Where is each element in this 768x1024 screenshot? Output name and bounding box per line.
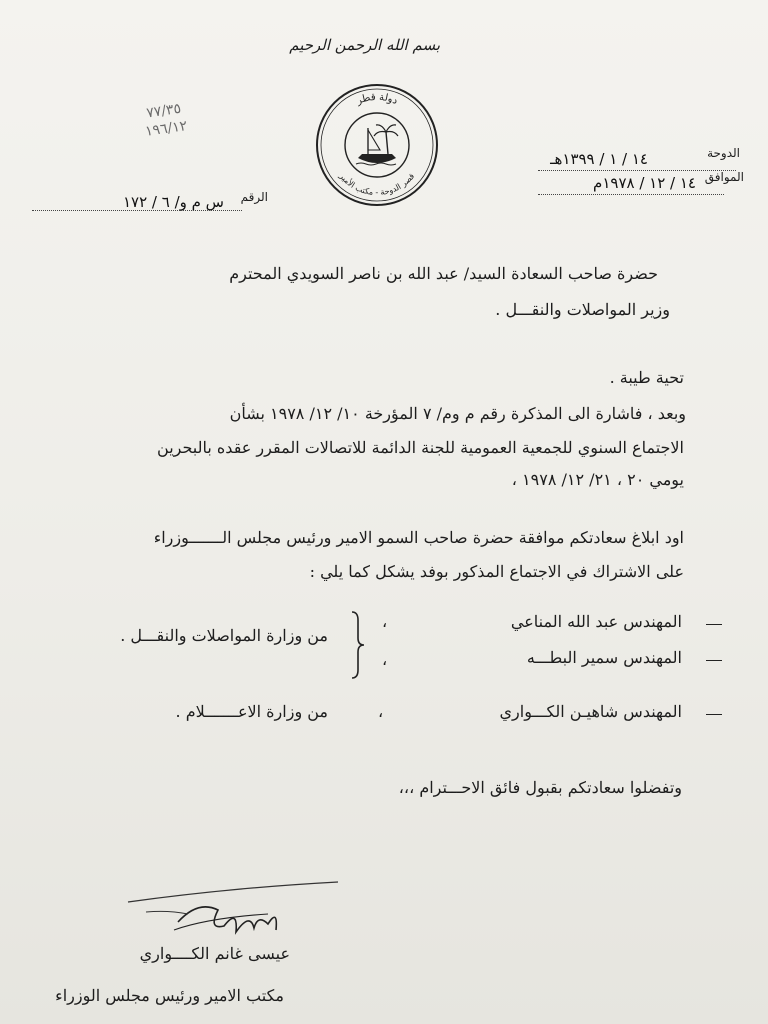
- para2-line-1: اود ابلاغ سعادتكم موافقة حضرة صاحب السمو الامير ورئيس مجلس الـــــــوزراء: [153, 528, 684, 547]
- signatory-name: عيسى غانم الكــــواري: [139, 944, 290, 963]
- delegate-1-name: المهندس عبد الله المناعي: [510, 612, 682, 631]
- para2-line-2: على الاشتراك في الاجتماع المذكور بوفد يشكل كما يلي :: [309, 562, 684, 581]
- delegate-1-sep: ،: [382, 612, 388, 631]
- list-dash: [706, 714, 722, 715]
- para1-line-2: الاجتماع السنوي للجمعية العمومية للجنة الدائمة للاتصالات المقرر عقده بالبحرين: [157, 438, 684, 457]
- delegate-3-name: المهندس شاهيـن الكـــواري: [499, 702, 682, 721]
- brace-mark: [346, 610, 366, 680]
- addressee-line-2: وزير المواصلات والنقـــل .: [495, 300, 670, 319]
- date-place-label: الدوحة: [707, 146, 740, 160]
- date-gregorian-line: [538, 194, 724, 195]
- dhow-palm-emblem-icon: [356, 125, 398, 165]
- para1-line-1: وبعد ، فاشارة الى المذكرة رقم م وم/ ٧ المؤرخة ١٠/ ١٢/ ١٩٧٨ بشأن: [229, 404, 686, 423]
- ref-line: [32, 210, 242, 211]
- date-equiv-label: الموافق: [704, 170, 744, 184]
- state-seal: [314, 82, 440, 208]
- pencil-note: [113, 95, 217, 145]
- seal-bottom-text: قصر الدوحة - مكتب الأمير: [337, 171, 417, 198]
- ref-value: س م و/ ٦ / ١٧٢: [122, 193, 224, 211]
- signatory-title: مكتب الامير ورئيس مجلس الوزراء: [55, 986, 284, 1005]
- ministry-2: من وزارة الاعـــــــلام .: [175, 702, 328, 721]
- addressee-line-1: حضرة صاحب السعادة السيد/ عبد الله بن ناصر السويدي المحترم: [229, 264, 658, 283]
- greeting: تحية طيبة .: [609, 368, 684, 387]
- ministry-1: من وزارة المواصلات والنقـــل .: [120, 626, 328, 645]
- list-dash: [706, 660, 722, 661]
- date-hijri: ١٤ / ١ / ١٣٩٩هـ: [550, 150, 648, 168]
- closing: وتفضلوا سعادتكم بقبول فائق الاحـــترام ،،،: [398, 778, 682, 797]
- para1-line-3: يومي ٢٠ ، ٢١/ ١٢/ ١٩٧٨ ،: [511, 470, 684, 489]
- list-dash: [706, 624, 722, 625]
- pencil-note-line: ١٩٦/١٢: [144, 118, 189, 140]
- seal-top-text: دولة قطر: [354, 91, 400, 107]
- ref-label: الرقم: [240, 190, 268, 204]
- basmala: بسم الله الرحمن الرحيم: [289, 36, 440, 54]
- delegate-2-name: المهندس سمير البطـــه: [526, 648, 682, 667]
- date-gregorian: ١٤ / ١٢ / ١٩٧٨م: [593, 174, 696, 192]
- pencil-note-line: ٧٧/٣٥: [145, 100, 183, 122]
- delegate-3-sep: ،: [378, 702, 384, 721]
- delegate-2-sep: ،: [382, 650, 388, 669]
